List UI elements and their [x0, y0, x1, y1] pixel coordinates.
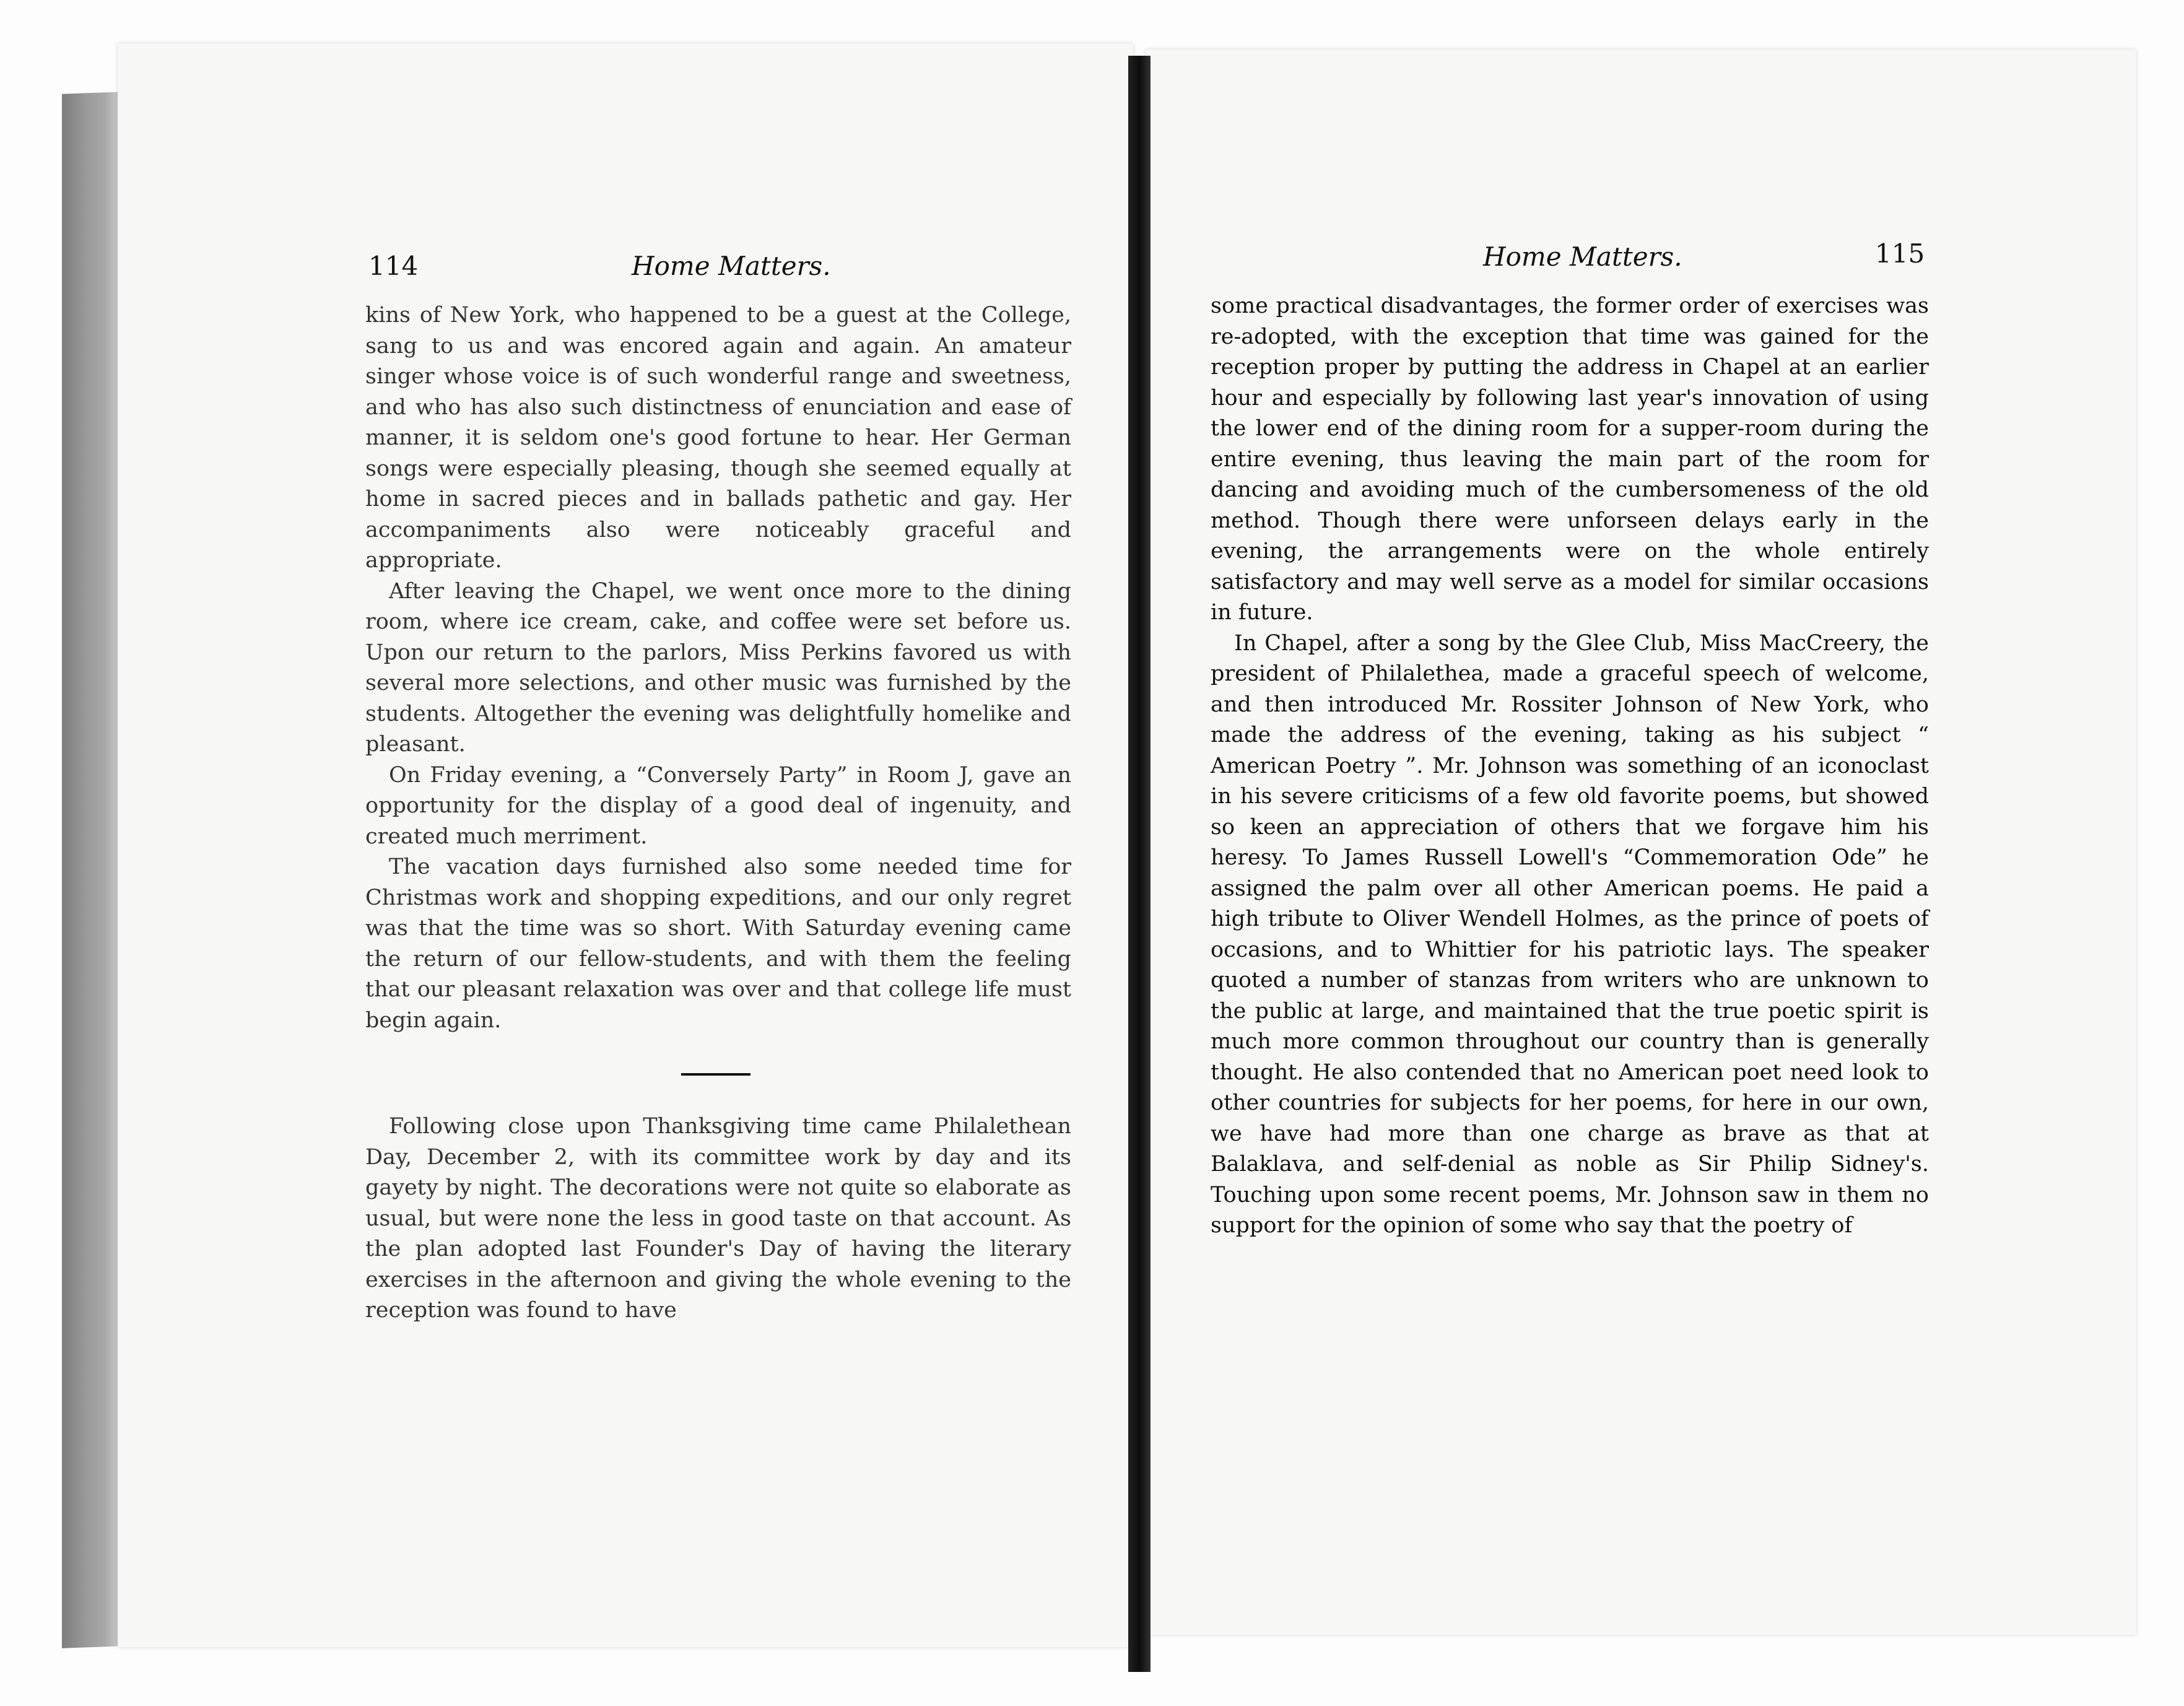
book-gutter	[1128, 56, 1151, 1672]
right-page-body	[1211, 291, 1929, 1242]
left-page-body	[365, 300, 1071, 1036]
page-number-115: 115	[1875, 238, 1925, 269]
left-page-number	[368, 251, 418, 281]
paragraph: kins of New York, who happened to be a guest at the College, sang to us and was encored again and again. An amateur singer whose voice is of such wonderful range and sweetness, and who has also such distinctness of enunciation and ease of manner, it is seldom one's good fortune to hear. Her German songs were especially pleasing, though she seemed equally at home in sacred pieces and in ballads pathetic and gay. Her accompaniments also were noticeably graceful and appropriate.	[365, 303, 1071, 573]
running-head-text: Home Matters.	[1483, 242, 1682, 272]
paragraph: In Chapel, after a song by the Glee Club, Miss MacCreery, the president of Philalethea, made a graceful speech of welcome, and then introduced Mr. Rossiter Johnson of New York, who made the address of the evening, taking as his subject “ American Poetry ”. Mr. Johnson was something of an iconoclast in his severe criticisms of a few old favorite poems, but showed so keen an appreciation of others that we forgave him his heresy. To James Russell Lowell's “Commemoration Ode” he assigned the palm over all other American poems. He paid a high tribute to Oliver Wendell Holmes, as the prince of poets of occasions, and to Whittier for his patriotic lays. The speaker quoted a number of stanzas from writers who are unknown to the public at large, and maintained that the true poetic spirit is much more common throughout our country than is generally thought. He also contended that no American poet need look to other countries for subjects for her poems, for here in our own, we have had more than one charge as brave as that at Balaklava, and self-denial as noble as Sir Philip Sidney's. Touching upon some recent poems, Mr. Johnson saw in them no support for the opinion of some who say that the poetry of	[1211, 630, 1929, 1238]
section-divider-rule	[681, 1073, 750, 1076]
paragraph: The vacation days furnished also some needed time for Christmas work and shopping expeditions, and our only regret was that the time was so short. With Saturday evening came the return of our fellow-students, and with them the feeling that our pleasant relaxation was over and that college life must begin again.	[365, 855, 1071, 1033]
page-number-114: 114	[368, 251, 419, 281]
book-page-edges	[62, 92, 124, 1648]
left-page-body-continued	[365, 1112, 1071, 1326]
paragraph: Following close upon Thanksgiving time came Philalethean Day, December 2, with its committee work by day and its gayety by night. The decorations were not quite so elaborate as usual, but were none the less in good taste on that account. As the plan adopted last Founder's Day of having the literary exercises in the afternoon and giving the whole evening to the reception was found to have	[365, 1114, 1071, 1323]
right-running-head	[1483, 242, 1682, 272]
paragraph: some practical disadvantages, the former order of exercises was re-adopted, with the exception that time was gained for the reception proper by putting the address in Chapel at an earlier hour and especially by following last year's innovation of using the lower end of the dining room for a supper-room during the entire evening, thus leaving the main part of the room for dancing and avoiding much of the cumbersomeness of the old method. Though there were unforseen delays early in the evening, the arrangements were on the whole entirely satisfactory and may well serve as a model for similar occasions in future.	[1211, 294, 1929, 625]
left-running-head	[632, 251, 831, 281]
running-head-text: Home Matters.	[632, 251, 831, 281]
right-page-number	[1875, 238, 1925, 269]
paragraph: On Friday evening, a “Conversely Party” in Room J, gave an opportunity for the display of a good deal of ingenuity, and created much merriment.	[365, 762, 1071, 849]
paragraph: After leaving the Chapel, we went once more to the dining room, where ice cream, cake, and coffee were set before us. Upon our return to the parlors, Miss Perkins favored us with several more selections, and other music was furnished by the students. Altogether the evening was delightfully homelike and pleasant.	[365, 578, 1071, 757]
